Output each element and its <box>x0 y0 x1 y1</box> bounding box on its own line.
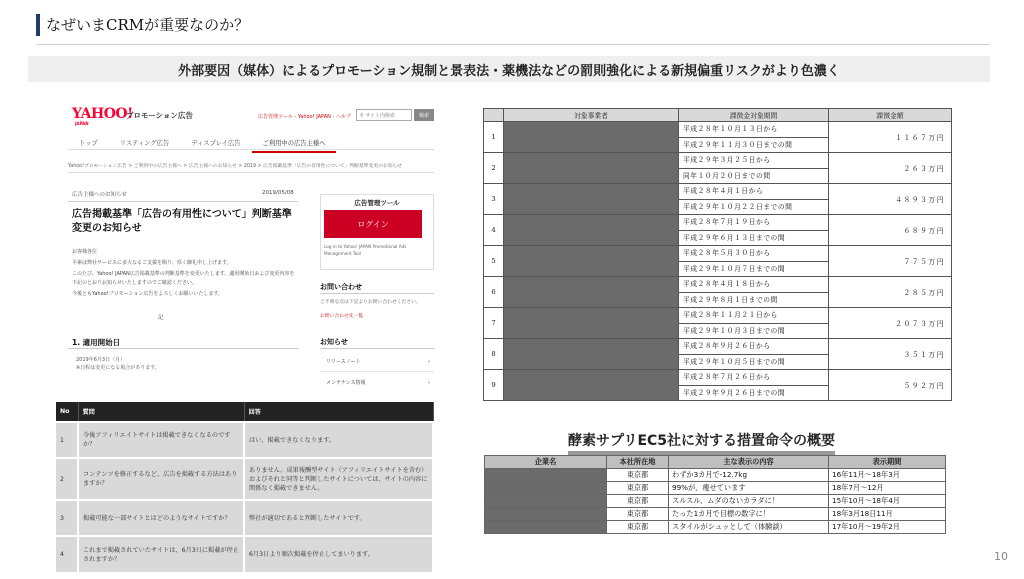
table-row <box>56 500 433 536</box>
breadcrumb[interactable]: Yahoo!プロモーション広告 > ご利用中の広告主様へ > 広告主様へのお知らせ > 2019 > 広告掲載基準「広告の有用性について」判断基準変更のお知らせ <box>68 164 402 169</box>
article-paragraph: 平素は弊社サービスに多大なるご支援を賜り、厚く御礼申し上げます。 <box>72 260 232 266</box>
penalty-amount: ５９２万円 <box>829 370 952 401</box>
period-from: 平成２８年４月１日から <box>683 187 764 195</box>
redacted-business-name <box>504 308 679 339</box>
penalty-no: 3 <box>484 184 504 215</box>
period-to: 平成２９年８月１日までの間 <box>679 292 828 307</box>
enzyme-header-company: 企業名 <box>485 456 607 469</box>
qa-header-question: 質問 <box>78 402 244 422</box>
period-to: 平成２９年６月１３日までの間 <box>679 230 828 245</box>
nav-divider <box>68 149 434 150</box>
yahoo-nav <box>68 138 336 153</box>
ad-tool-title: 広告管理ツール <box>354 199 400 207</box>
penalty-no: 7 <box>484 308 504 339</box>
breadcrumb-divider <box>68 172 434 173</box>
penalty-amount: ６８９万円 <box>829 215 952 246</box>
period-from: 平成２９年３月２５日から <box>683 156 771 164</box>
qa-answer: はい、掲載できなくなります。 <box>244 422 433 458</box>
period-from: 平成２８年９月２６日から <box>683 342 771 350</box>
penalty-period <box>679 184 829 215</box>
contact-heading: お問い合わせ <box>320 283 362 291</box>
section-line: 2019年6月3日（月） <box>76 357 126 363</box>
enzyme-location: 東京都 <box>607 469 669 482</box>
period-to: 平成２９年１０月７日までの間 <box>679 261 828 276</box>
qa-no: 2 <box>56 458 78 500</box>
penalty-period <box>679 153 829 184</box>
table-row <box>484 122 952 153</box>
penalty-period <box>679 370 829 401</box>
yahoo-brand-name: プロモーション広告 <box>126 111 193 120</box>
enzyme-period: 16年11月～18年3月 <box>829 469 946 482</box>
nav-tab-advertisers[interactable]: ご利用中の広告主様へ <box>252 138 337 153</box>
contact-divider <box>320 293 434 294</box>
yahoo-search-button[interactable]: 検索 <box>414 109 434 121</box>
table-row <box>485 521 946 534</box>
penalty-no: 1 <box>484 122 504 153</box>
penalty-no: 2 <box>484 153 504 184</box>
article-paragraph: 今後ともYahoo!プロモーション広告をよろしくお願いいたします。 <box>72 291 223 297</box>
enzyme-claim: たった1カ月で目標の数字に！ <box>669 508 829 521</box>
table-row <box>56 422 433 458</box>
header-divider <box>36 44 990 45</box>
redacted-company-name <box>485 482 607 495</box>
table-row <box>484 184 952 215</box>
qa-question: 今後アフィリエイトサイトは掲載できなくなるのですか？ <box>78 422 244 458</box>
qa-answer: 弊社が適切であると判断したサイトです。 <box>244 500 433 536</box>
enzyme-location: 東京都 <box>607 508 669 521</box>
penalty-header-no <box>484 109 504 122</box>
penalty-amount: ２８５万円 <box>829 277 952 308</box>
enzyme-claim: わずか3カ月で-12.7kg <box>669 469 829 482</box>
redacted-business-name <box>504 184 679 215</box>
enzyme-claim: スルスル、ムダのないカラダに！ <box>669 495 829 508</box>
penalty-amount: ２０７３万円 <box>829 308 952 339</box>
enzyme-header-location: 本社所在地 <box>607 456 669 469</box>
penalty-period <box>679 308 829 339</box>
chevron-right-icon: › <box>428 358 430 365</box>
notice-divider <box>320 348 434 349</box>
nav-tab-top[interactable]: トップ <box>79 140 98 147</box>
enzyme-header-period: 表示期間 <box>829 456 946 469</box>
notice-item-label: リリースノート <box>326 359 361 365</box>
yahoo-notice-screenshot <box>58 100 442 388</box>
enzyme-header-row <box>485 456 946 469</box>
period-from: 平成２８年５月３０日から <box>683 249 771 257</box>
period-from: 平成２８年４月１８日から <box>683 280 771 288</box>
penalty-amount: ４８９３万円 <box>829 184 952 215</box>
period-from: 平成２８年１１月２１日から <box>683 311 778 319</box>
page-number: 10 <box>994 550 1008 563</box>
penalty-header-business: 対象事業者 <box>504 109 679 122</box>
notice-item-label: メンテナンス情報 <box>326 380 366 386</box>
notice-heading: お知らせ <box>320 338 348 346</box>
penalty-header-row <box>484 109 952 122</box>
table-row <box>485 469 946 482</box>
redacted-company-name <box>485 469 607 482</box>
qa-answer: 6月3日より順次掲載を停止してまいります。 <box>244 536 433 572</box>
period-to: 平成２９年１０月２２日までの間 <box>679 199 828 214</box>
redacted-business-name <box>504 370 679 401</box>
redacted-business-name <box>504 122 679 153</box>
redacted-company-name <box>485 508 607 521</box>
qa-question: コンテンツを修正するなど、広告を掲載する方法はありますか？ <box>78 458 244 500</box>
article-paragraph: このたび、Yahoo! JAPAN広告掲載基準の判断基準を変更いたします。適用開始日および変更内容を下記のとおりお知らせいたしますのでご確認ください。 <box>72 271 295 286</box>
section-body <box>76 356 160 372</box>
period-to: 同年１０月２０日までの間 <box>679 168 828 183</box>
contact-text: ご不明な点は下記よりお問い合わせください。 <box>320 300 421 305</box>
penalty-period <box>679 339 829 370</box>
penalty-period <box>679 215 829 246</box>
qa-question: 掲載可能な一部サイトとはどのようなサイトですか？ <box>78 500 244 536</box>
redacted-business-name <box>504 339 679 370</box>
login-button[interactable]: ログイン <box>324 210 422 238</box>
period-from: 平成２８年７月２６日から <box>683 373 771 381</box>
enzyme-period: 18年3月18日11月 <box>829 508 946 521</box>
article-ki-mark: 記 <box>158 315 164 321</box>
enzyme-claim: 99%が、痩せています <box>669 482 829 495</box>
penalty-no: 9 <box>484 370 504 401</box>
table-row <box>485 495 946 508</box>
table-row <box>484 215 952 246</box>
redacted-company-name <box>485 521 607 534</box>
article-divider <box>68 201 298 202</box>
notice-item-release-notes[interactable] <box>320 352 434 372</box>
penalty-header-period: 課徴金対象期間 <box>679 109 829 122</box>
table-row <box>485 508 946 521</box>
penalty-amount: １１６７万円 <box>829 122 952 153</box>
penalty-period <box>679 122 829 153</box>
penalty-no: 6 <box>484 277 504 308</box>
qa-no: 1 <box>56 422 78 458</box>
yahoo-logo-sub: JAPAN <box>75 121 89 126</box>
table-row <box>56 536 433 572</box>
article-title: 広告掲載基準「広告の有用性について」判断基準変更のお知らせ <box>72 209 292 234</box>
redacted-company-name <box>485 495 607 508</box>
login-note: Log in to Yahoo! JAPAN Promotional Ads Management Tool <box>324 244 407 256</box>
section-heading: 1. 適用開始日 <box>72 338 121 347</box>
title-accent-bar <box>36 14 40 36</box>
yahoo-search-input[interactable]: ⚲ サイト内検索 <box>356 109 412 121</box>
qa-no: 3 <box>56 500 78 536</box>
qa-no: 4 <box>56 536 78 572</box>
table-row <box>484 246 952 277</box>
contact-link[interactable]: お問い合わせ先一覧 <box>320 314 364 319</box>
chevron-right-icon: › <box>428 379 430 386</box>
table-row <box>484 370 952 401</box>
table-row <box>484 308 952 339</box>
penalty-amount: ７７５万円 <box>829 246 952 277</box>
article-category: 広告主様へのお知らせ <box>72 192 127 198</box>
nav-tab-listing[interactable]: リスティング広告 <box>119 140 170 147</box>
section-divider <box>68 348 298 349</box>
notice-item-maintenance[interactable] <box>320 373 434 388</box>
penalty-no: 8 <box>484 339 504 370</box>
qa-answer: ありません。成果報酬型サイト（アフィリエイトサイトを含む）およびそれと同等と判断したサイトについては、サイトの内容に関係なく掲載できません。 <box>244 458 433 500</box>
qa-table <box>56 402 434 572</box>
enzyme-table <box>484 455 946 534</box>
qa-header-answer: 回答 <box>244 402 433 422</box>
section-line: ※日程は変更になる場合があります。 <box>76 365 160 371</box>
article-paragraph: お客様各位 <box>72 249 98 255</box>
period-to: 平成２９年１０月３日までの間 <box>679 323 828 338</box>
redacted-business-name <box>504 153 679 184</box>
yahoo-logo: YAHOO! <box>72 106 133 122</box>
qa-header-row <box>56 402 433 422</box>
enzyme-header-claim: 主な表示の内容 <box>669 456 829 469</box>
penalty-table <box>483 108 952 401</box>
subtitle-banner: 外部要因（媒体）によるプロモーション規制と景表法・薬機法などの罰則強化による新規偏重リスクがより色濃く <box>28 56 990 82</box>
period-from: 平成２８年１０月１３日から <box>683 125 778 133</box>
table-row <box>484 339 952 370</box>
penalty-period <box>679 277 829 308</box>
period-from: 平成２８年７月１９日から <box>683 218 771 226</box>
qa-header-no: No <box>56 402 78 422</box>
qa-question: これまで掲載されていたサイトは、6月3日に掲載が停止されますか？ <box>78 536 244 572</box>
enzyme-claim: スタイルがシュッとして（体験談） <box>669 521 829 534</box>
enzyme-period: 15年10月～18年4月 <box>829 495 946 508</box>
enzyme-location: 東京都 <box>607 482 669 495</box>
table-row <box>485 482 946 495</box>
enzyme-period: 17年10月～19年2月 <box>829 521 946 534</box>
period-to: 平成２９年１１月３０日までの間 <box>679 137 828 152</box>
penalty-amount: ３５１万円 <box>829 339 952 370</box>
page-title: なぜいまCRMが重要なのか？ <box>46 16 250 34</box>
period-to: 平成２９年１０月５日までの間 <box>679 354 828 369</box>
enzyme-table-title: 酵素サプリEC5社に対する措置命令の概要 <box>568 430 835 455</box>
penalty-no: 5 <box>484 246 504 277</box>
table-row <box>484 153 952 184</box>
penalty-header-amount: 課徴金額 <box>829 109 952 122</box>
search-icon: ⚲ <box>360 113 364 119</box>
penalty-no: 4 <box>484 215 504 246</box>
yahoo-top-links[interactable]: 広告管理ツール - Yahoo! JAPAN - ヘルプ <box>258 114 351 120</box>
enzyme-location: 東京都 <box>607 521 669 534</box>
enzyme-location: 東京都 <box>607 495 669 508</box>
article-date: 2019/05/08 <box>262 190 294 196</box>
redacted-business-name <box>504 277 679 308</box>
table-row <box>484 277 952 308</box>
redacted-business-name <box>504 215 679 246</box>
penalty-amount: ２６３万円 <box>829 153 952 184</box>
article-body <box>72 248 297 301</box>
table-row <box>56 458 433 500</box>
enzyme-period: 18年7月～12月 <box>829 482 946 495</box>
redacted-business-name <box>504 246 679 277</box>
period-to: 平成２９年９月２６日までの間 <box>679 385 828 400</box>
nav-tab-display[interactable]: ディスプレイ広告 <box>191 140 241 147</box>
penalty-period <box>679 246 829 277</box>
